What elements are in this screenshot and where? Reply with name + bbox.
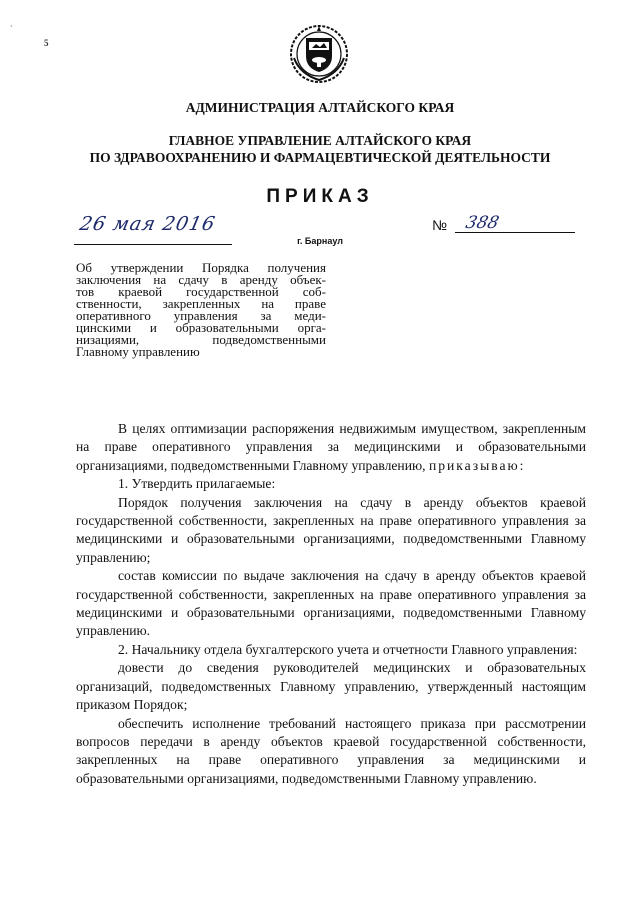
order-subject	[76, 262, 326, 358]
subject-line: низациями, подведомственными	[76, 332, 326, 347]
body-paragraph: обеспечить исполнение требований настоящего приказа при рассмотрении вопросов передачи в аренду объектов краевой государственной собственности, закрепленных на праве оперативного управления за медицинскими и образовательными организациями, подведомственными Главному управлению.	[76, 715, 586, 786]
body-paragraph: 2. Начальнику отдела бухгалтерского учета и отчетности Главного управления:	[118, 641, 578, 657]
department-title	[0, 132, 640, 166]
document-type-title: ПРИКАЗ	[266, 186, 374, 207]
body-paragraph: состав комиссии по выдаче заключения на сдачу в аренду объектов краевой государственной собственности, закрепленных на праве оперативного управления за медицинскими и образовательными организациями, подведомственными Главному управлению.	[76, 568, 586, 639]
order-date-handwritten: 26 мая 2016	[77, 213, 218, 235]
margin-mark: 5	[44, 38, 49, 48]
body-paragraph: 1. Утвердить прилагаемые:	[118, 476, 276, 492]
subject-line: Главному управлению	[76, 344, 200, 359]
decree-word: приказываю:	[428, 457, 526, 473]
city-label: г. Барнаул	[297, 236, 343, 246]
subject-line: Об утверждении Порядка получения	[76, 260, 326, 275]
preamble-text: В целях оптимизации распоряжения недвижимым имуществом, закрепленным на праве оперативного управления за медицинскими и образовательными организациями, подведомственными Главному управлению,	[76, 421, 586, 473]
administration-title: АДМИНИСТРАЦИЯ АЛТАЙСКОГО КРАЯ	[185, 100, 455, 115]
subject-line: оперативного управления за меди-	[76, 308, 326, 323]
order-number-handwritten: 388	[463, 213, 501, 233]
subject-line: заключения на сдачу в аренду объек-	[76, 272, 326, 287]
department-line: ГЛАВНОЕ УПРАВЛЕНИЕ АЛТАЙСКОГО КРАЯ	[168, 133, 472, 148]
department-line: ПО ЗДРАВООХРАНЕНИЮ И ФАРМАЦЕВТИЧЕСКОЙ ДЕЯТЕЛЬНОСТИ	[89, 150, 551, 165]
body-paragraph	[76, 420, 586, 475]
body-paragraph: довести до сведения руководителей медицинских и образовательных организаций, подведомственных Главному управлению, утвержденный настоящим приказом Порядок;	[76, 660, 586, 713]
margin-mark: `	[10, 24, 13, 34]
coat-of-arms-icon	[286, 22, 352, 86]
body-paragraph: Порядок получения заключения на сдачу в аренду объектов краевой государственной собственности, закрепленных на праве оперативного управления за медицинскими и образовательными организациями, подведомственными Главному управлению;	[76, 494, 586, 565]
subject-line: цинскими и образовательными орга-	[76, 320, 326, 335]
subject-line: ственности, закрепленных на праве	[76, 296, 326, 311]
order-number-label: №	[432, 217, 448, 233]
subject-line: тов краевой государственной соб-	[76, 284, 326, 299]
order-body	[76, 420, 586, 788]
